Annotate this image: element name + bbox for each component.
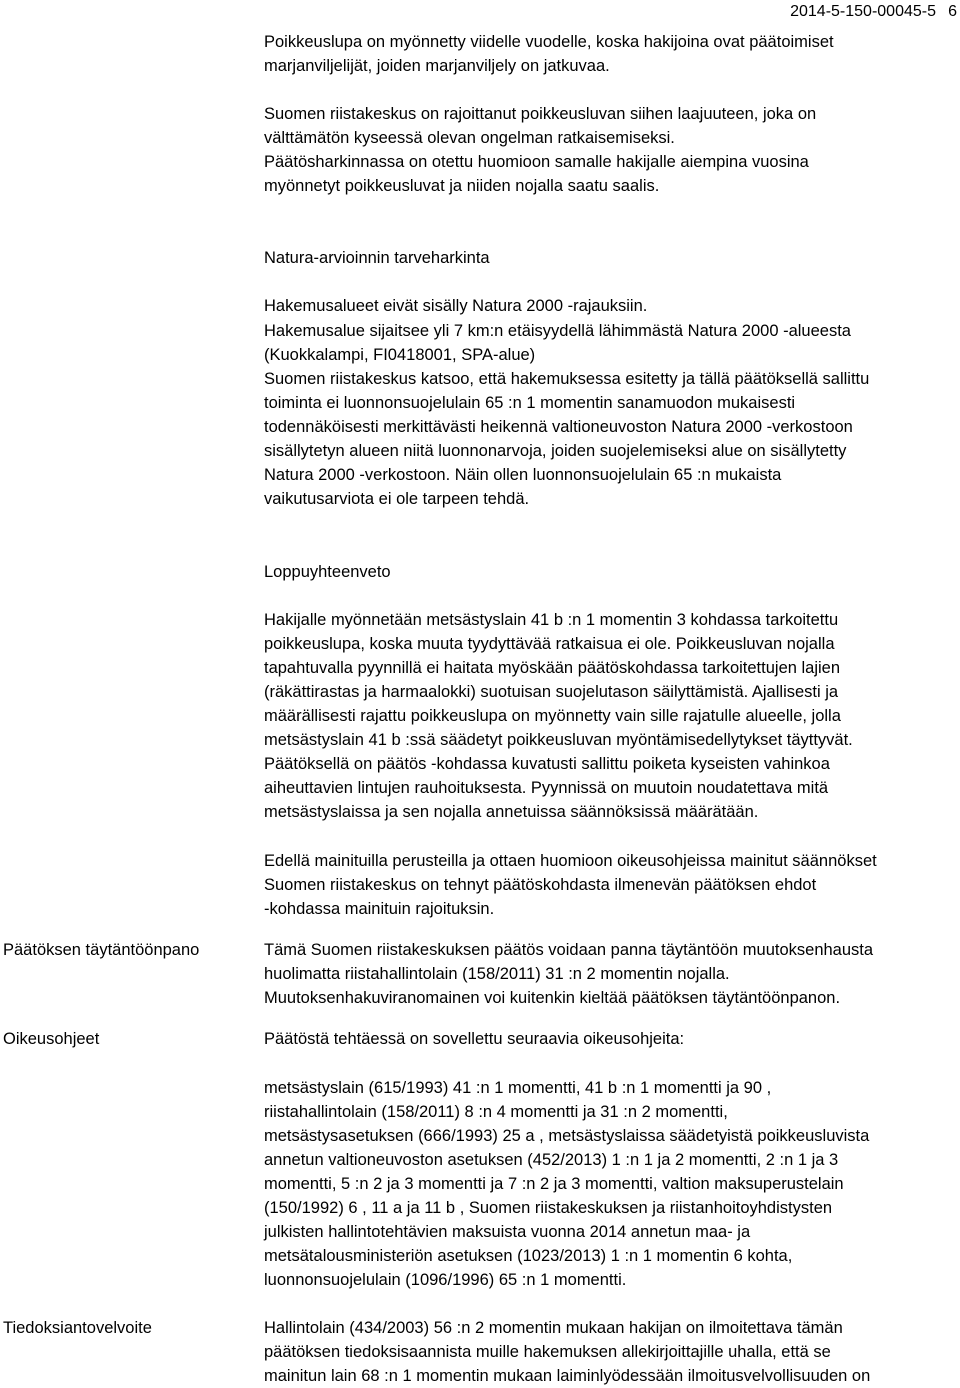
text-line: Päätöksellä on päätös -kohdassa kuvatusti sallittu poiketa kyseisten vahinkoa — [264, 755, 830, 773]
text-line: marjanviljelijät, joiden marjanviljely on jatkuvaa. — [264, 57, 610, 75]
text-line: välttämätön kyseessä olevan ongelman ratkaisemiseksi. — [264, 129, 675, 147]
text-line: Päätöstä tehtäessä on sovellettu seuraavia oikeusohjeita: — [264, 1030, 685, 1048]
text-line: poikkeuslupa, koska muuta tyydyttävää ratkaisua ei ole. Poikkeusluvan nojalla — [264, 635, 835, 653]
document-id: 2014-5-150-00045-5 — [790, 3, 936, 20]
text-line: aiheuttavien lintujen rauhoituksesta. Pyynnissä on muutoin noudatettava mitä — [264, 779, 829, 797]
text-line: luonnonsuojelulain (1096/1996) 65 :n 1 momentti. — [264, 1271, 627, 1289]
text-line: Suomen riistakeskus on tehnyt päätöskohdasta ilmenevän päätöksen ehdot — [264, 876, 817, 894]
text-line: vaikutusarviota ei ole tarpeen tehdä. — [264, 490, 530, 508]
page-number: 6 — [948, 3, 957, 20]
text-line: Päätösharkinnassa on otettu huomioon samalle hakijalle aiempina vuosina — [264, 153, 809, 171]
margin-label-enforcement: Päätöksen täytäntöönpano — [3, 941, 200, 959]
text-line: päätöksen tiedoksisaannista muille hakemuksen allekirjoittajille uhalla, että se — [264, 1343, 831, 1361]
margin-label-notice: Tiedoksiantovelvoite — [3, 1319, 152, 1337]
text-line: metsästyslain 41 b :ssä säädetyt poikkeusluvan myöntämisedellytykset täyttyvät. — [264, 731, 853, 749]
text-line: metsästyslain (615/1993) 41 :n 1 momentti, 41 b :n 1 momentti ja 90 , — [264, 1079, 772, 1097]
text-line: sisällytetyn alueen niitä luonnonarvoja, joiden suojelemiseksi alue on sisällytetty — [264, 442, 847, 460]
text-line: (150/1992) 6 , 11 a ja 11 b , Suomen riistakeskuksen ja riistanhoitoyhdistysten — [264, 1199, 833, 1217]
text-line: metsästysasetuksen (666/1993) 25 a , metsästyslaissa säädetyistä poikkeusluvista — [264, 1127, 870, 1145]
text-line: Suomen riistakeskus on rajoittanut poikkeusluvan siihen laajuuteen, joka on — [264, 105, 817, 123]
text-line: julkisten hallintotehtävien maksuista vuonna 2014 annetun maa- ja — [264, 1223, 751, 1241]
text-line: toiminta ei luonnonsuojelulain 65 :n 1 momentin sanamuodon mukaisesti — [264, 394, 796, 412]
text-line: (Kuokkalampi, FI0418001, SPA-alue) — [264, 346, 536, 364]
text-line: momentti, 5 :n 2 ja 3 momentti ja 7 :n 2 ja 3 momentti, valtion maksuperustelain — [264, 1175, 844, 1193]
text-line: (räkättirastas ja harmaalokki) suotuisan suojelutason säilyttämistä. Ajallisesti ja — [264, 683, 839, 701]
text-line: riistahallintolain (158/2011) 8 :n 4 momentti ja 31 :n 2 momentti, — [264, 1103, 728, 1121]
margin-label-legal: Oikeusohjeet — [3, 1030, 100, 1048]
section-heading: Natura-arvioinnin tarveharkinta — [264, 249, 490, 267]
text-line: Tämä Suomen riistakeskuksen päätös voidaan panna täytäntöön muutoksenhausta — [264, 941, 874, 959]
text-line: Suomen riistakeskus katsoo, että hakemuksessa esitetty ja tällä päätöksellä sallittu — [264, 370, 870, 388]
section-heading: Loppuyhteenveto — [264, 563, 391, 581]
text-line: Hakijalle myönnetään metsästyslain 41 b :n 1 momentin 3 kohdassa tarkoitettu — [264, 611, 839, 629]
text-line: Poikkeuslupa on myönnetty viidelle vuodelle, koska hakijoina ovat päätoimiset — [264, 33, 834, 51]
text-line: tapahtuvalla pyynnillä ei haitata myöskään päätöskohdassa tarkoitettujen lajien — [264, 659, 841, 677]
text-line: Hakemusalue sijaitsee yli 7 km:n etäisyydellä lähimmästä Natura 2000 -alueesta — [264, 322, 851, 340]
text-line: määrällisesti rajattu poikkeuslupa on myönnetty vain sille rajatulle alueelle, jolla — [264, 707, 841, 725]
text-line: Hakemusalueet eivät sisälly Natura 2000 -rajauksiin. — [264, 297, 648, 315]
text-line: myönnetyt poikkeusluvat ja niiden nojalla saatu saalis. — [264, 177, 660, 195]
text-line: -kohdassa mainituin rajoituksin. — [264, 900, 495, 918]
text-line: todennäköisesti merkittävästi heikennä valtioneuvoston Natura 2000 -verkostoon — [264, 418, 853, 436]
text-line: Hallintolain (434/2003) 56 :n 2 momentin mukaan hakijan on ilmoitettava tämän — [264, 1319, 843, 1337]
text-line: metsästyslaissa ja sen nojalla annetuissa säännöksissä määrätään. — [264, 803, 759, 821]
text-line: mainitun lain 68 :n 1 momentin mukaan laiminlyödessään ilmoitusvelvollisuuden on — [264, 1367, 871, 1385]
text-line: metsätalousministeriön asetuksen (1023/2013) 1 :n 1 momentin 6 kohta, — [264, 1247, 793, 1265]
text-line: huolimatta riistahallintolain (158/2011) 31 :n 2 momentin nojalla. — [264, 965, 730, 983]
text-line: Natura 2000 -verkostoon. Näin ollen luonnonsuojelulain 65 :n mukaista — [264, 466, 782, 484]
text-line: Edellä mainituilla perusteilla ja ottaen huomioon oikeusohjeissa mainitut säännökset — [264, 852, 877, 870]
text-line: annetun valtioneuvoston asetuksen (452/2013) 1 :n 1 ja 2 momentti, 2 :n 1 ja 3 — [264, 1151, 839, 1169]
text-line: Muutoksenhakuviranomainen voi kuitenkin kieltää päätöksen täytäntöönpanon. — [264, 989, 841, 1007]
